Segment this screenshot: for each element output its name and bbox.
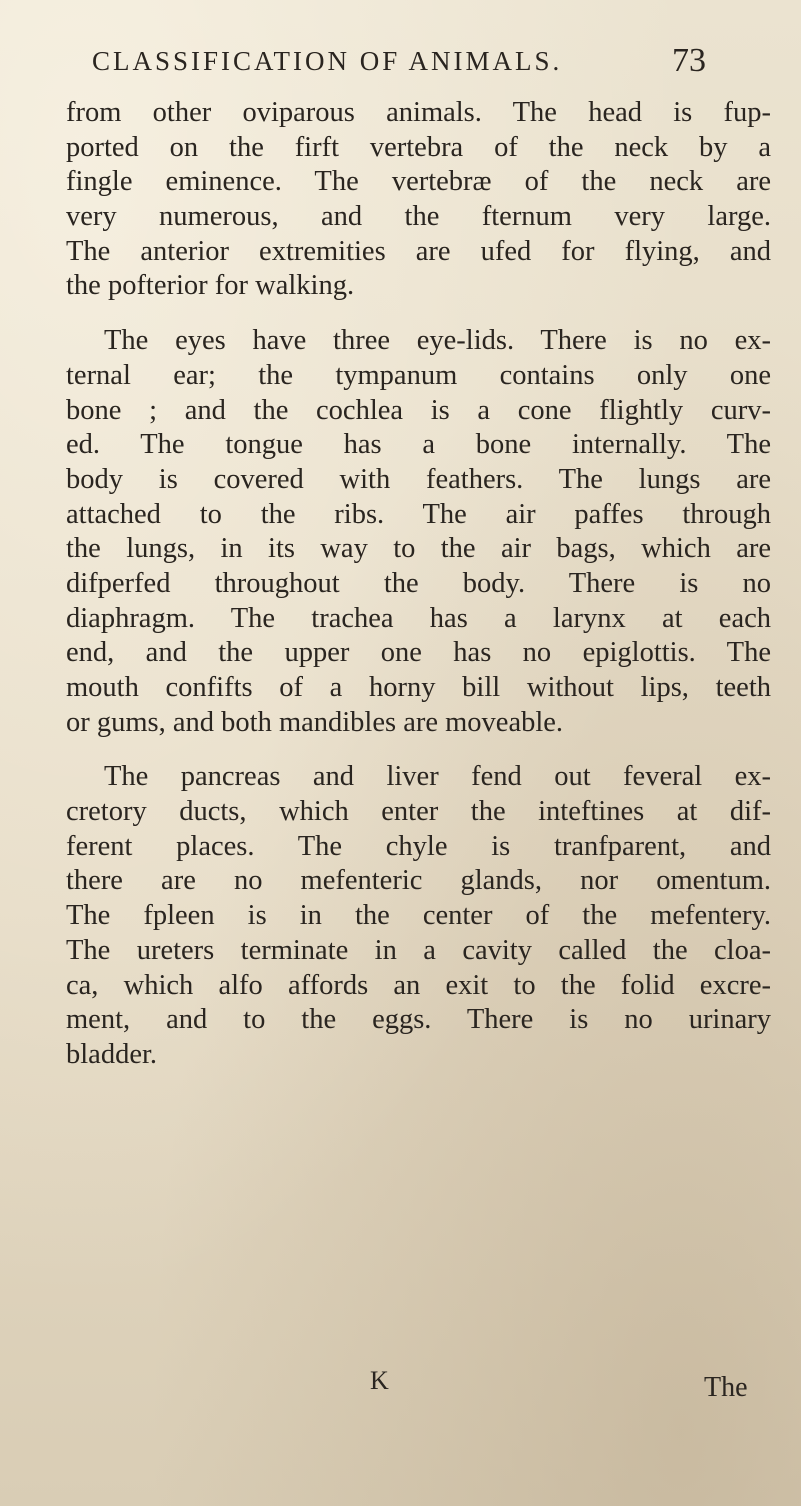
page-footer — [66, 1360, 771, 1403]
text-line: ported on the firft vertebra of the neck by a — [66, 131, 771, 163]
page-number: 73 — [672, 42, 706, 79]
text-line: from other oviparous animals. The head is fup- — [66, 97, 771, 128]
paragraph-2 — [66, 324, 771, 740]
text-line: ferent places. The chyle is tranfparent, and — [66, 830, 771, 862]
text-line: there are no mefenteric glands, nor omentum. — [66, 865, 771, 897]
text-line: The anterior extremities are ufed for flying, and — [66, 235, 771, 267]
signature-mark: K — [370, 1366, 389, 1395]
text-line: body is covered with feathers. The lungs are — [66, 463, 771, 495]
text-line: very numerous, and the fternum very large. — [66, 201, 771, 233]
text-line: ment, and to the eggs. There is no urinary — [66, 1004, 771, 1036]
body-text — [66, 96, 771, 1093]
text-line: The eyes have three eye-lids. There is no ex- — [104, 325, 771, 357]
paragraph-1 — [66, 96, 771, 304]
text-line: bone ; and the cochlea is a cone flightly curv- — [66, 394, 771, 426]
paragraph-3 — [66, 760, 771, 1072]
text-line: mouth confifts of a horny bill without lips, teeth — [66, 672, 771, 703]
text-line: the lungs, in its way to the air bags, which are — [66, 533, 771, 565]
text-line: ternal ear; the tympanum contains only one — [66, 359, 771, 391]
text-line: or gums, and both mandibles are moveable. — [66, 706, 564, 738]
text-line: ed. The tongue has a bone internally. The — [66, 429, 771, 461]
text-line: cretory ducts, which enter the inteftines at dif- — [66, 796, 771, 828]
text-line: diaphragm. The trachea has a larynx at each — [66, 602, 771, 634]
text-line: end, and the upper one has no epiglottis. The — [66, 637, 771, 669]
text-line: difperfed throughout the body. There is no — [66, 567, 771, 599]
running-head — [92, 40, 772, 90]
running-title: CLASSIFICATION OF ANIMALS. — [92, 46, 563, 76]
text-line: The ureters terminate in a cavity called the cloa- — [66, 934, 771, 966]
catchword: The — [704, 1372, 748, 1403]
text-line: fingle eminence. The vertebræ of the neck are — [66, 166, 771, 198]
text-line: the pofterior for walking. — [66, 270, 355, 302]
text-line: attached to the ribs. The air paffes through — [66, 498, 771, 530]
text-line: bladder. — [66, 1038, 158, 1070]
text-line: The pancreas and liver fend out feveral ex- — [104, 761, 771, 793]
text-line: ca, which alfo affords an exit to the folid excre- — [66, 969, 771, 1001]
text-line: The fpleen is in the center of the mefentery. — [66, 900, 771, 932]
